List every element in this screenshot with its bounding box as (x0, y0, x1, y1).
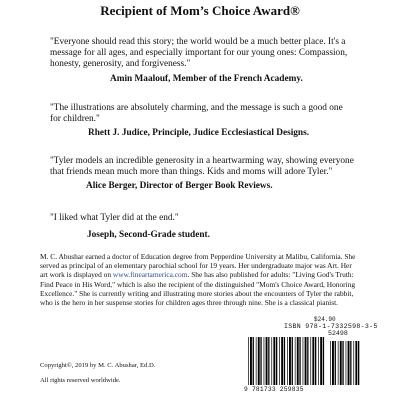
author-bio (40, 252, 360, 307)
bio-text-2: . She has also published for adults: "Living God's Truth: Find Peace in His Word," which is also the recipient of the distinguished "Mom's Choice Award, Honoring Excellence." She is currently writing and illustrating more stories about the encounters of Tyler the rabbit, who is the hero in her suspense stories for children ages three through nine. She is a classical pianist. (40, 270, 356, 308)
barcode-bars (244, 337, 362, 387)
barcode-addon-number: 52498 (328, 330, 348, 337)
quote-3-attribution: Alice Berger, Director of Berger Book Reviews. (86, 181, 273, 191)
isbn-barcode (244, 316, 378, 396)
copyright-text: Copyright©, 2019 by M. C. Abushar, Ed.D. (40, 362, 156, 369)
barcode-isbn: ISBN 978-1-7332598-3-5 (284, 323, 378, 330)
barcode-main-bars (248, 337, 324, 385)
bio-text-1: M. C. Abushar earned a doctor of Education degree from Pepperdine University at Malibu, California. She served as principal of an elementary parochial school for 19 years. Her undergraduate major was Art. Her art work is displayed on (40, 252, 356, 280)
quote-2-text: "The illustrations are absolutely charming, and the message is such a good one for children." (50, 103, 343, 124)
quote-1-text: "Everyone should read this story; the world would be a much better place. It's a message for all ages, and especially important for our young ones: Compassion, honesty, generosity, and forgiveness." (50, 37, 348, 69)
barcode-addon-bars (330, 341, 359, 385)
quote-3-text: "Tyler models an incredible generosity in a heartwarming way, showing everyone that friends mean much more than things. Kids and moms will adore Tyler." (50, 156, 354, 177)
quote-4-text: "I liked what Tyler did at the end." (50, 213, 179, 223)
award-heading: Recipient of Mom’s Choice Award® (100, 3, 300, 18)
rights-text: All rights reserved worldwide. (40, 377, 121, 384)
barcode-digits: 9 781733 259835 (244, 386, 304, 393)
quote-4-attribution: Joseph, Second-Grade student. (87, 230, 210, 240)
quote-1-attribution: Amin Maalouf, Member of the French Academy. (110, 74, 303, 84)
website-link[interactable]: www.fineartamerica.com (112, 270, 188, 280)
barcode-price: $24.90 (314, 316, 336, 323)
quote-2-attribution: Rhett J. Judice, Principle, Judice Ecclesiastical Designs. (88, 128, 310, 138)
